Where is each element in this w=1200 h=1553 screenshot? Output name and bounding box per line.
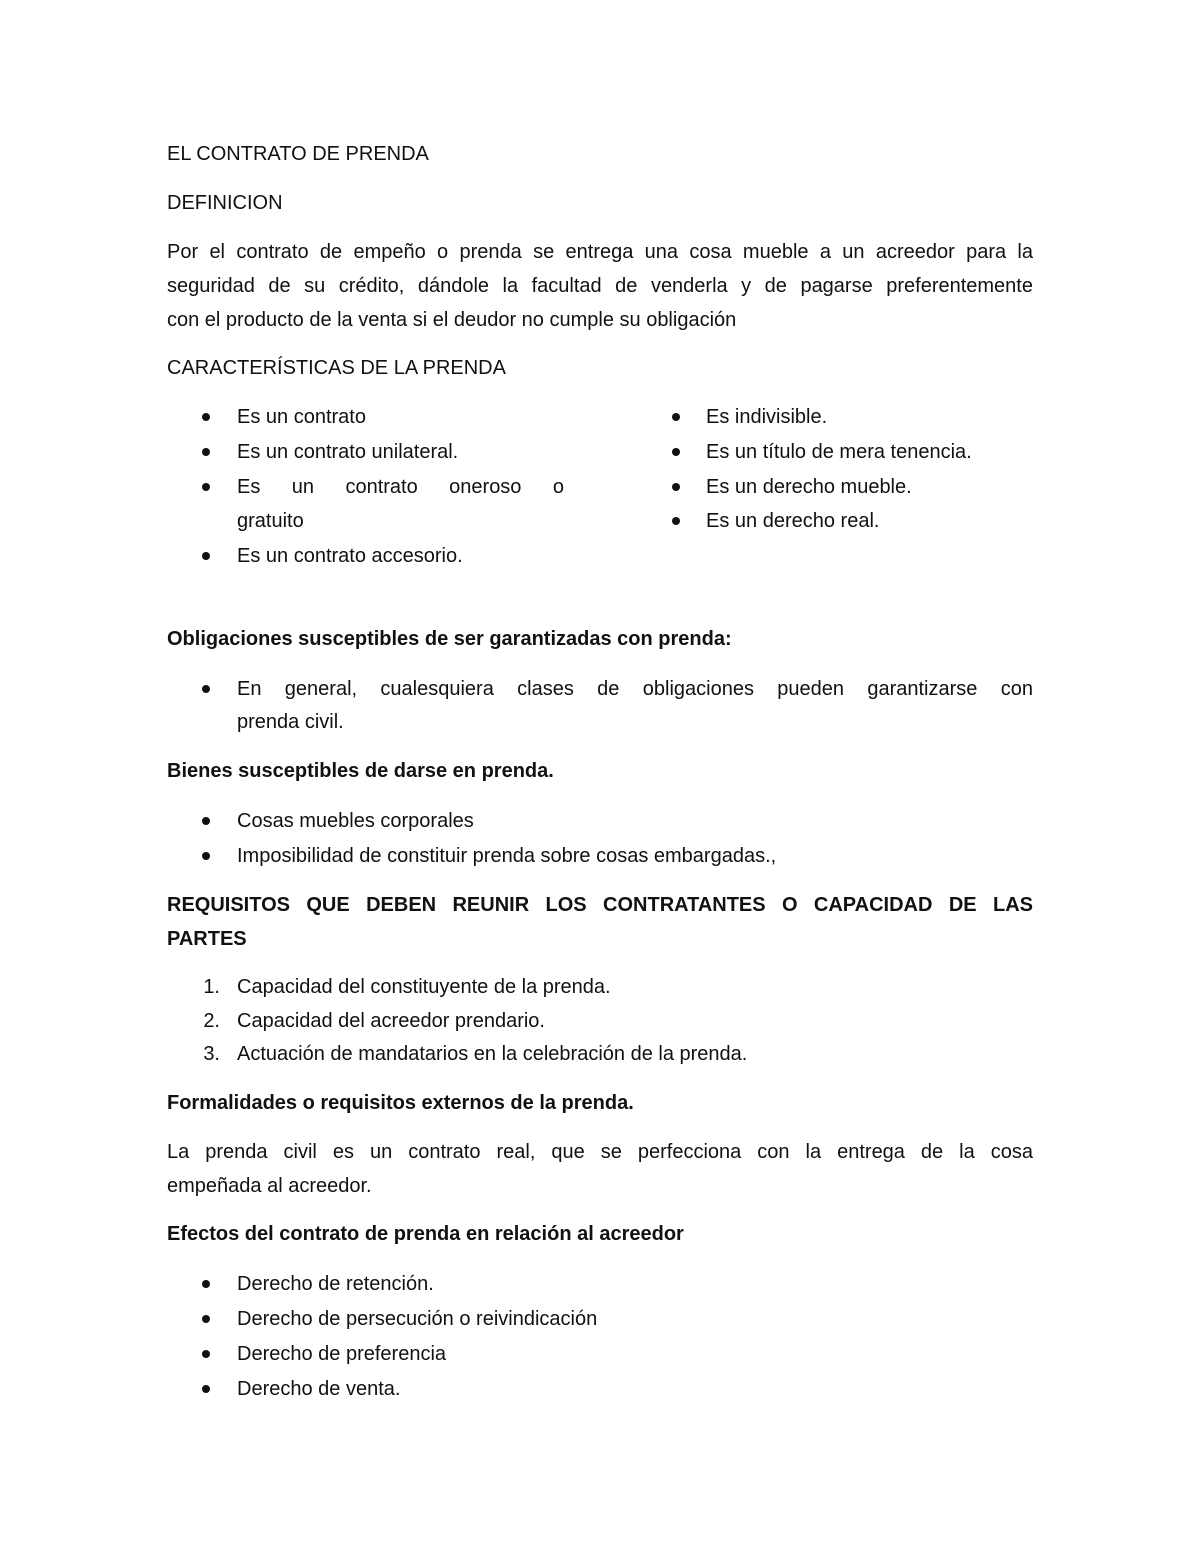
requisito-item: Actuación de mandatarios en la celebración de la prenda. — [237, 1043, 748, 1065]
bienes-item: Imposibilidad de constituir prenda sobre cosas embargadas., — [237, 845, 777, 867]
caracteristicas-heading: CARACTERÍSTICAS DE LA PRENDA — [167, 357, 506, 379]
bullet-icon — [202, 552, 210, 560]
caracteristica-item: Es un contrato — [237, 406, 366, 428]
bullet-icon — [202, 852, 210, 860]
efectos-item: Derecho de preferencia — [237, 1343, 447, 1365]
document-title: EL CONTRATO DE PRENDA — [167, 143, 429, 165]
requisito-item: Capacidad del acreedor prendario. — [237, 1010, 545, 1032]
caracteristica-item: Es un derecho real. — [706, 510, 880, 532]
formalidades-heading: Formalidades o requisitos externos de la prenda. — [167, 1092, 634, 1114]
bullet-icon — [672, 517, 680, 525]
definicion-line: con el producto de la venta si el deudor no cumple su obligación — [167, 309, 737, 331]
caracteristica-item-continuation: gratuito — [237, 510, 304, 532]
efectos-item: Derecho de persecución o reivindicación — [237, 1308, 598, 1330]
caracteristica-item: Es indivisible. — [706, 406, 828, 428]
bullet-icon — [672, 483, 680, 491]
caracteristica-item: Es un contrato oneroso o — [237, 476, 564, 498]
requisito-item: Capacidad del constituyente de la prenda. — [237, 976, 611, 998]
bienes-heading: Bienes susceptibles de darse en prenda. — [167, 760, 554, 782]
formalidades-line: empeñada al acreedor. — [167, 1175, 372, 1197]
bullet-icon — [202, 483, 210, 491]
list-number: 3. — [203, 1043, 220, 1065]
bullet-icon — [202, 1385, 210, 1393]
caracteristica-item: Es un contrato accesorio. — [237, 545, 463, 567]
bullet-icon — [202, 1280, 210, 1288]
definicion-heading: DEFINICION — [167, 192, 283, 214]
requisitos-heading: REQUISITOS QUE DEBEN REUNIR LOS CONTRATANTES O CAPACIDAD DE LAS — [167, 894, 1033, 916]
definicion-line: Por el contrato de empeño o prenda se entrega una cosa mueble a un acreedor para la — [167, 241, 1033, 263]
requisitos-heading-continuation: PARTES — [167, 928, 247, 950]
bullet-icon — [202, 413, 210, 421]
bullet-icon — [672, 413, 680, 421]
bullet-icon — [202, 1350, 210, 1358]
obligaciones-heading: Obligaciones susceptibles de ser garantizadas con prenda: — [167, 628, 732, 650]
bullet-icon — [202, 817, 210, 825]
obligaciones-item-continuation: prenda civil. — [237, 711, 344, 733]
formalidades-line: La prenda civil es un contrato real, que se perfecciona con la entrega de la cosa — [167, 1141, 1033, 1163]
efectos-heading: Efectos del contrato de prenda en relación al acreedor — [167, 1223, 684, 1245]
bullet-icon — [202, 685, 210, 693]
list-number: 2. — [203, 1010, 220, 1032]
list-number: 1. — [203, 976, 220, 998]
caracteristica-item: Es un contrato unilateral. — [237, 441, 459, 463]
bullet-icon — [202, 1315, 210, 1323]
obligaciones-item: En general, cualesquiera clases de obligaciones pueden garantizarse con — [237, 678, 1033, 700]
bienes-item: Cosas muebles corporales — [237, 810, 474, 832]
efectos-item: Derecho de venta. — [237, 1378, 401, 1400]
bullet-icon — [202, 448, 210, 456]
bullet-icon — [672, 448, 680, 456]
caracteristica-item: Es un título de mera tenencia. — [706, 441, 972, 463]
efectos-item: Derecho de retención. — [237, 1273, 434, 1295]
definicion-line: seguridad de su crédito, dándole la facultad de venderla y de pagarse preferentemente — [167, 275, 1033, 297]
caracteristica-item: Es un derecho mueble. — [706, 476, 912, 498]
